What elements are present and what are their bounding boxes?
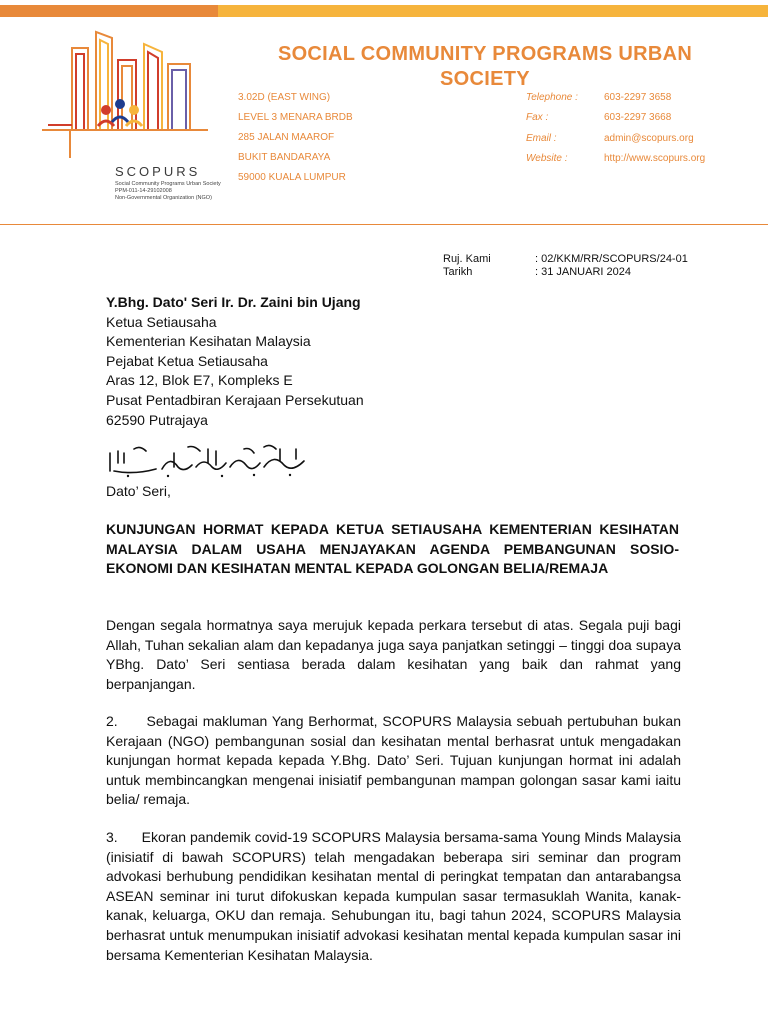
- salam-calligraphy-image: [104, 443, 314, 479]
- logo-buildings-icon: [40, 30, 210, 162]
- header-bar-yellow: [218, 5, 768, 17]
- email-label: Email :: [526, 133, 557, 144]
- logo-sub-line: Social Community Programs Urban Society: [115, 181, 221, 187]
- address-block: [238, 92, 353, 192]
- body-paragraph-3: 3. Ekoran pandemik covid-19 SCOPURS Malaysia bersama-sama Young Minds Malaysia (inisiatif di bawah SCOPURS) telah mengadakan beberapa siri seminar dan program advokasi berhubung pendidikan kesihatan mental di peringkat tempatan dan antarabangsa ASEAN seminar ini turut difokuskan kepada kumpulan sasar termasuklah Wanita, kanak-kanak, keluarga, OKU dan remaja. Sehubungan itu, bagi tahun 2024, SCOPURS Malaysia berhasrat untuk menumpukan inisiatif advokasi kesihatan mental kepada kumpulan sasar ini bersama Kementerian Kesihatan Malaysia.: [106, 829, 681, 963]
- letter-subject: KUNJUNGAN HORMAT KEPADA KETUA SETIAUSAHA KEMENTERIAN KESIHATAN MALAYSIA DALAM USAHA MENJAYAKAN AGENDA PEMBANGUNAN SOSIO-EKONOMI DAN KESIHATAN MENTAL KEPADA GOLONGAN BELIA/REMAJA: [106, 521, 679, 576]
- ruj-label: Ruj. Kami: [443, 253, 491, 265]
- address-line: LEVEL 3 MENARA BRDB: [238, 112, 353, 123]
- ruj-value: : 02/KKM/RR/SCOPURS/24-01: [535, 253, 688, 265]
- tarikh-value: : 31 JANUARI 2024: [535, 266, 631, 278]
- address-line: 59000 KUALA LUMPUR: [238, 172, 346, 183]
- fax-label: Fax :: [526, 112, 549, 123]
- website-label: Website :: [526, 153, 568, 164]
- recipient-line: Aras 12, Blok E7, Kompleks E: [106, 372, 293, 389]
- logo-sub-line: Non-Governmental Organization (NGO): [115, 195, 212, 201]
- address-line: BUKIT BANDARAYA: [238, 152, 331, 163]
- date-row: [443, 266, 688, 279]
- recipient-line: 62590 Putrajaya: [106, 411, 208, 428]
- contact-labels: [526, 92, 578, 173]
- logo-sub-line: PPM-011-14-29102008: [115, 188, 172, 194]
- body-paragraph-1: Dengan segala hormatnya saya merujuk kepada perkara tersebut di atas. Segala puji bagi Allah, Tuhan sekalian alam dan kepadanya juga saya panjatkan setinggi – tinggi doa supaya YBhg. Dato’ Seri sentiasa berada dalam kesihatan yang baik dan rahmat yang berpanjangan.: [106, 617, 681, 692]
- recipient-line: Kementerian Kesihatan Malaysia: [106, 333, 311, 350]
- scopurs-logo: [40, 30, 221, 201]
- header-color-bar: [0, 5, 768, 17]
- body-paragraph-2: 2. Sebagai makluman Yang Berhormat, SCOPURS Malaysia sebuah pertubuhan bukan Kerajaan (NGO) pembangunan sosial dan kesihatan mental berhasrat untuk mengadakan kunjungan hormat kepada kepada Y.Bhg. Dato’ Seri. Tujuan kunjungan hormat ini adalah untuk membincangkan mengenai inisiatif pembangunan mampan golongan sasar kami iaitu belia/ remaja.: [106, 713, 681, 808]
- logo-name-text: SCOPURS: [115, 164, 201, 179]
- contact-values: [604, 92, 705, 173]
- header-bar-orange: [0, 5, 218, 17]
- fax-value: 603-2297 3668: [604, 112, 672, 123]
- email-link[interactable]: admin@scopurs.org: [604, 133, 694, 144]
- telephone-label: Telephone :: [526, 92, 578, 103]
- recipient-line: Pejabat Ketua Setiausaha: [106, 352, 268, 369]
- recipient-address: [106, 293, 364, 430]
- salutation: Dato’ Seri,: [106, 483, 171, 499]
- recipient-line: Pusat Pentadbiran Kerajaan Persekutuan: [106, 391, 364, 408]
- website-link[interactable]: http://www.scopurs.org: [604, 153, 706, 164]
- calligraphy-icon: [104, 443, 314, 479]
- recipient-name: Y.Bhg. Dato' Seri Ir. Dr. Zaini bin Ujang: [106, 294, 361, 310]
- address-line: 285 JALAN MAAROF: [238, 132, 335, 143]
- reference-row: [443, 253, 688, 266]
- telephone-value: 603-2297 3658: [604, 92, 672, 103]
- tarikh-label: Tarikh: [443, 266, 473, 278]
- logo-subtext: [115, 181, 245, 202]
- organization-name: SOCIAL COMMUNITY PROGRAMS URBAN SOCIETY: [277, 43, 693, 90]
- address-line: 3.02D (EAST WING): [238, 92, 331, 103]
- header-divider: [0, 224, 768, 225]
- reference-block: [443, 253, 688, 279]
- recipient-line: Ketua Setiausaha: [106, 313, 217, 330]
